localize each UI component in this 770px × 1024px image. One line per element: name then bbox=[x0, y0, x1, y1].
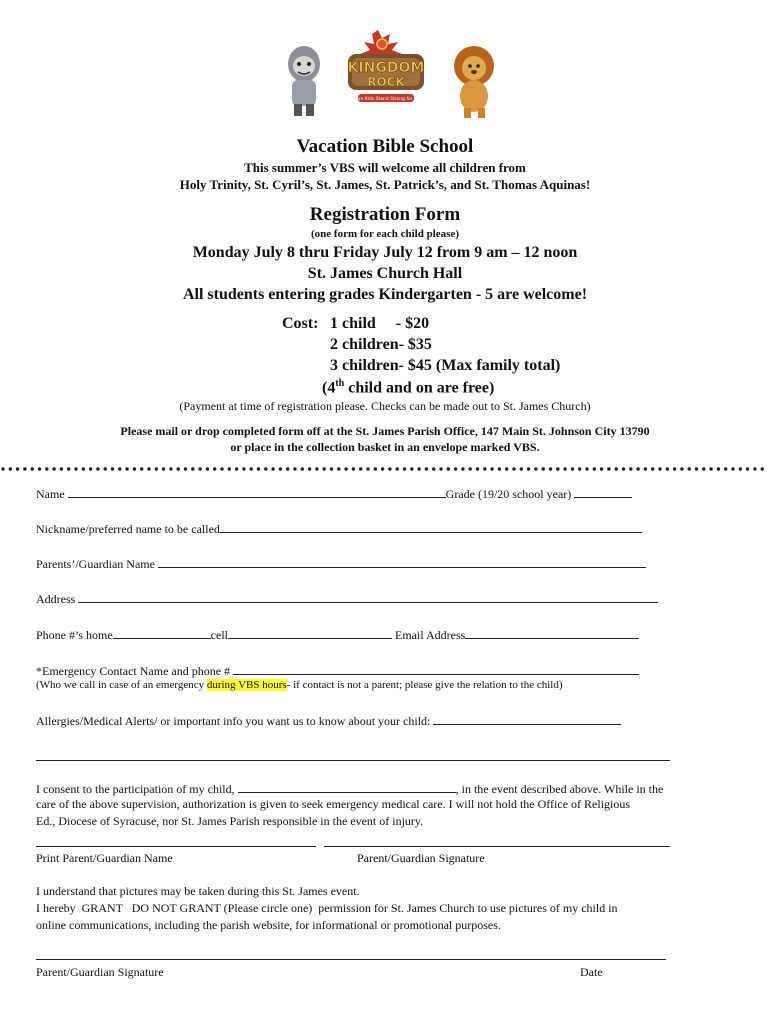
print-name-line[interactable] bbox=[36, 846, 316, 847]
lion-mascot bbox=[454, 46, 494, 118]
cost-4-post: child and on are free) bbox=[344, 379, 495, 397]
address-label: Address bbox=[36, 592, 76, 606]
kingdom-rock-emblem bbox=[348, 30, 425, 102]
allergies-row bbox=[36, 712, 621, 729]
consent-line-1 bbox=[36, 780, 663, 797]
consent-signature-line[interactable] bbox=[324, 846, 670, 847]
page-title: Vacation Bible School bbox=[296, 136, 474, 157]
emergency-row bbox=[36, 662, 639, 679]
kingdom-rock-logo bbox=[278, 24, 502, 124]
cost-4-children bbox=[322, 378, 494, 397]
intro-line-1: This summer’s VBS will welcome all children from bbox=[244, 160, 526, 175]
event-location: St. James Church Hall bbox=[307, 265, 463, 282]
logo-artwork bbox=[278, 24, 502, 124]
emergency-field[interactable] bbox=[233, 662, 639, 675]
parents-label: Parents’/Guardian Name bbox=[36, 557, 155, 571]
emergency-note-post: - if contact is not a parent; please give the relation to the child) bbox=[286, 679, 563, 691]
consent-line-2: care of the above supervision, authorization is given to seek emergency medical care. I will not hold the Office of Religious bbox=[36, 797, 631, 811]
payment-note: (Payment at time of registration please. Checks can be made out to St. James Church) bbox=[179, 399, 591, 413]
intro-line-2: Holy Trinity, St. Cyril’s, St. James, St. Patrick’s, and St. Thomas Aquinas! bbox=[179, 177, 591, 192]
emergency-note-pre: (Who we call in case of an emergency bbox=[36, 679, 207, 691]
cost-label: Cost: bbox=[282, 315, 319, 332]
allergies-field[interactable] bbox=[433, 712, 621, 725]
address-field[interactable] bbox=[78, 590, 658, 603]
photo-date-label: Date bbox=[580, 965, 603, 979]
photo-signature-line[interactable] bbox=[36, 959, 666, 960]
cost-2-children: 2 children- $35 bbox=[330, 336, 432, 353]
allergies-extra-line[interactable] bbox=[36, 760, 670, 761]
logo-tagline: Where Kids Stand Strong for God bbox=[348, 97, 424, 102]
parents-field[interactable] bbox=[158, 555, 646, 568]
phone-home-label: Phone #’s home bbox=[36, 628, 113, 642]
mail-instructions-1: Please mail or drop completed form off at the St. James Parish Office, 147 Main St. Johnson City 13790 bbox=[120, 424, 650, 438]
event-dates: Monday July 8 thru Friday July 12 from 9 am – 12 noon bbox=[192, 244, 578, 261]
consent-line-3: Ed., Diocese of Syracuse, nor St. James Parish responsible in the event of injury. bbox=[36, 814, 424, 828]
photo-line-2: I hereby GRANT DO NOT GRANT (Please circle one) permission for St. James Church to use pictures of my child in bbox=[36, 901, 618, 915]
form-title: Registration Form bbox=[309, 204, 461, 225]
consent-signature-label: Parent/Guardian Signature bbox=[357, 851, 485, 865]
name-field[interactable] bbox=[68, 485, 446, 498]
logo-text-kingdom: KINGDOM bbox=[347, 60, 425, 76]
name-row bbox=[36, 485, 632, 502]
photo-line-1: I understand that pictures may be taken during this St. James event. bbox=[36, 884, 360, 898]
grades-welcome: All students entering grades Kindergarten - 5 are welcome! bbox=[182, 286, 588, 303]
grade-label: Grade (19/20 school year) bbox=[445, 487, 572, 501]
phone-home-field[interactable] bbox=[113, 626, 211, 639]
name-label: Name bbox=[36, 487, 65, 501]
cell-label: cell bbox=[210, 628, 228, 642]
cost-3-children: 3 children- $45 (Max family total) bbox=[330, 357, 561, 374]
photo-signature-label: Parent/Guardian Signature bbox=[36, 965, 164, 979]
dotted-separator bbox=[0, 462, 770, 476]
nickname-row bbox=[36, 520, 642, 537]
nickname-field[interactable] bbox=[220, 520, 642, 533]
nickname-label: Nickname/preferred name to be called bbox=[36, 522, 220, 536]
consent-text-post: , in the event described above. While in the bbox=[455, 782, 664, 796]
mail-instructions-2: or place in the collection basket in an envelope marked VBS. bbox=[230, 440, 540, 454]
emergency-label: *Emergency Contact Name and phone # bbox=[36, 664, 231, 678]
emergency-note-highlight: during VBS hours bbox=[206, 679, 287, 691]
address-row bbox=[36, 590, 658, 607]
knight-mascot bbox=[288, 46, 320, 116]
allergies-label: Allergies/Medical Alerts/ or important info you want us to know about your child: bbox=[36, 714, 431, 728]
print-name-label: Print Parent/Guardian Name bbox=[36, 851, 173, 865]
consent-text-pre: I consent to the participation of my child, bbox=[36, 782, 235, 796]
cost-4-pre: (4 bbox=[322, 379, 336, 397]
cost-4-sup: th bbox=[335, 378, 345, 389]
email-field[interactable] bbox=[465, 626, 639, 639]
emergency-note bbox=[36, 679, 563, 691]
cell-field[interactable] bbox=[228, 626, 392, 639]
logo-text-rock: ROCK bbox=[367, 75, 405, 89]
child-name-field[interactable] bbox=[238, 780, 456, 793]
email-label: Email Address bbox=[395, 628, 466, 642]
form-note: (one form for each child please) bbox=[311, 228, 459, 240]
grade-field[interactable] bbox=[574, 485, 632, 498]
cost-1-child: 1 child - $20 bbox=[330, 315, 430, 332]
phone-row bbox=[36, 626, 639, 643]
parents-row bbox=[36, 555, 646, 572]
photo-line-3: online communications, including the parish website, for informational or promotional purposes. bbox=[36, 918, 501, 932]
